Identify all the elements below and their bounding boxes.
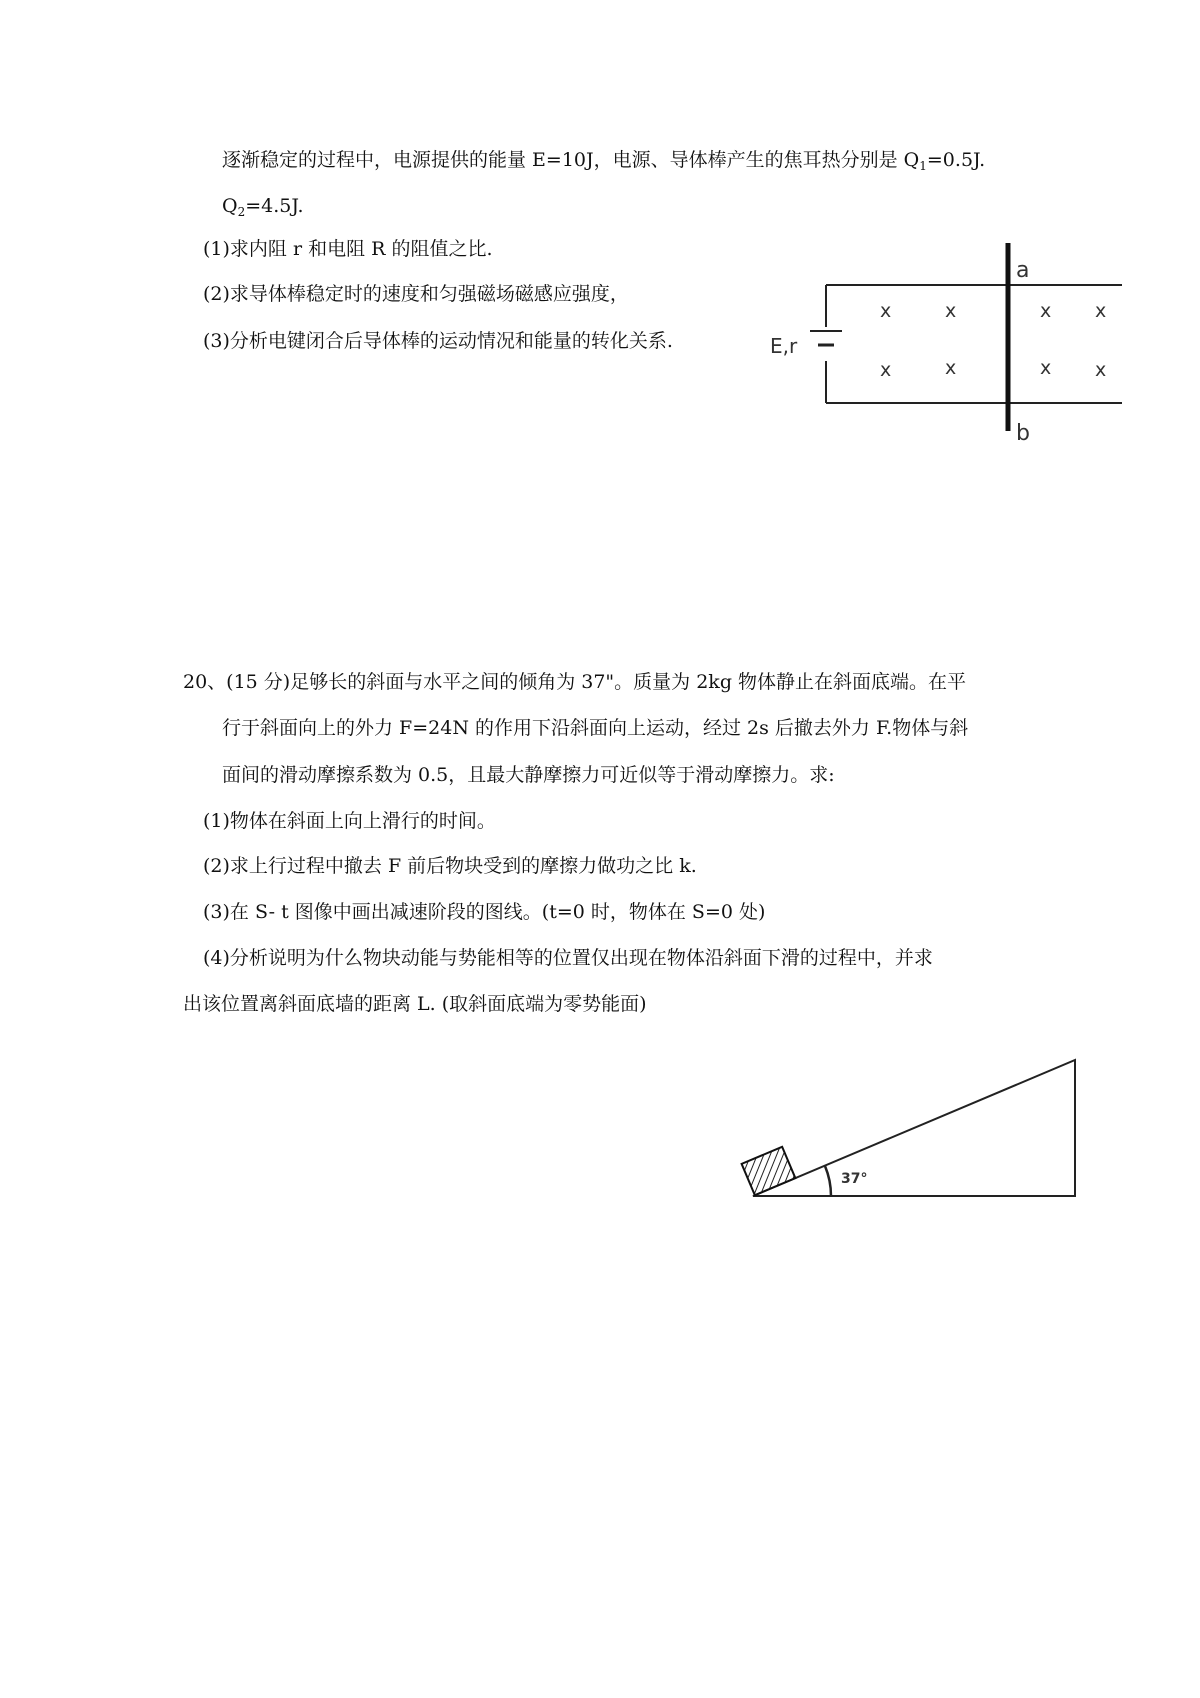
field-x: x bbox=[1095, 359, 1107, 381]
block bbox=[742, 1147, 796, 1195]
q20-part-1: (1)物体在斜面上向上滑行的时间。 bbox=[203, 810, 496, 832]
label-b: b bbox=[1016, 421, 1030, 446]
magnetic-field-marks bbox=[880, 300, 1106, 381]
q20-stem-line-2: 行于斜面向上的外力 F=24N 的作用下沿斜面向上运动，经过 2s 后撤去外力 F.物体与斜 bbox=[222, 717, 969, 739]
q19-part-1: (1)求内阻 r 和电阻 R 的阻值之比. bbox=[203, 238, 493, 260]
field-x: x bbox=[880, 359, 892, 381]
q20-part-3: (3)在 S- t 图像中画出减速阶段的图线。(t=0 时，物体在 S=0 处) bbox=[203, 901, 766, 923]
q20-stem-line-1: 20、(15 分)足够长的斜面与水平之间的倾角为 37"。质量为 2kg 物体静止在斜面底端。在平 bbox=[183, 671, 967, 693]
field-x: x bbox=[1040, 300, 1052, 322]
label-a: a bbox=[1016, 258, 1030, 283]
q19-part-3: (3)分析电键闭合后导体棒的运动情况和能量的转化关系. bbox=[203, 330, 673, 352]
field-x: x bbox=[945, 357, 957, 379]
field-x: x bbox=[945, 300, 957, 322]
q20-stem-line-3: 面间的滑动摩擦系数为 0.5，且最大静摩擦力可近似等于滑动摩擦力。求: bbox=[222, 764, 835, 786]
source-label: E,r bbox=[770, 334, 798, 358]
angle-label: 37° bbox=[841, 1171, 868, 1187]
q19-continuation-line-1: 逐渐稳定的过程中，电源提供的能量 E=10J，电源、导体棒产生的焦耳热分别是 $Q_1=0.5J$. bbox=[222, 149, 986, 173]
q19-continuation-line-2: $Q_2=4.5J$. bbox=[222, 195, 304, 219]
q19-part-2: (2)求导体棒稳定时的速度和匀强磁场磁感应强度， bbox=[203, 283, 629, 305]
q20-part-4-cont: 出该位置离斜面底墙的距离 L. (取斜面底端为零势能面) bbox=[183, 993, 647, 1015]
q20-incline-figure bbox=[745, 1050, 1085, 1210]
q20-part-4: (4)分析说明为什么物块动能与势能相等的位置仅出现在物体沿斜面下滑的过程中，并求 bbox=[203, 947, 933, 969]
field-x: x bbox=[1095, 300, 1107, 322]
incline-triangle bbox=[753, 1060, 1075, 1196]
q19-circuit-figure bbox=[740, 235, 1130, 450]
q20-part-2: (2)求上行过程中撤去 F 前后物块受到的摩擦力做功之比 k. bbox=[203, 855, 697, 877]
field-x: x bbox=[880, 300, 892, 322]
field-x: x bbox=[1040, 357, 1052, 379]
angle-arc bbox=[825, 1166, 831, 1196]
